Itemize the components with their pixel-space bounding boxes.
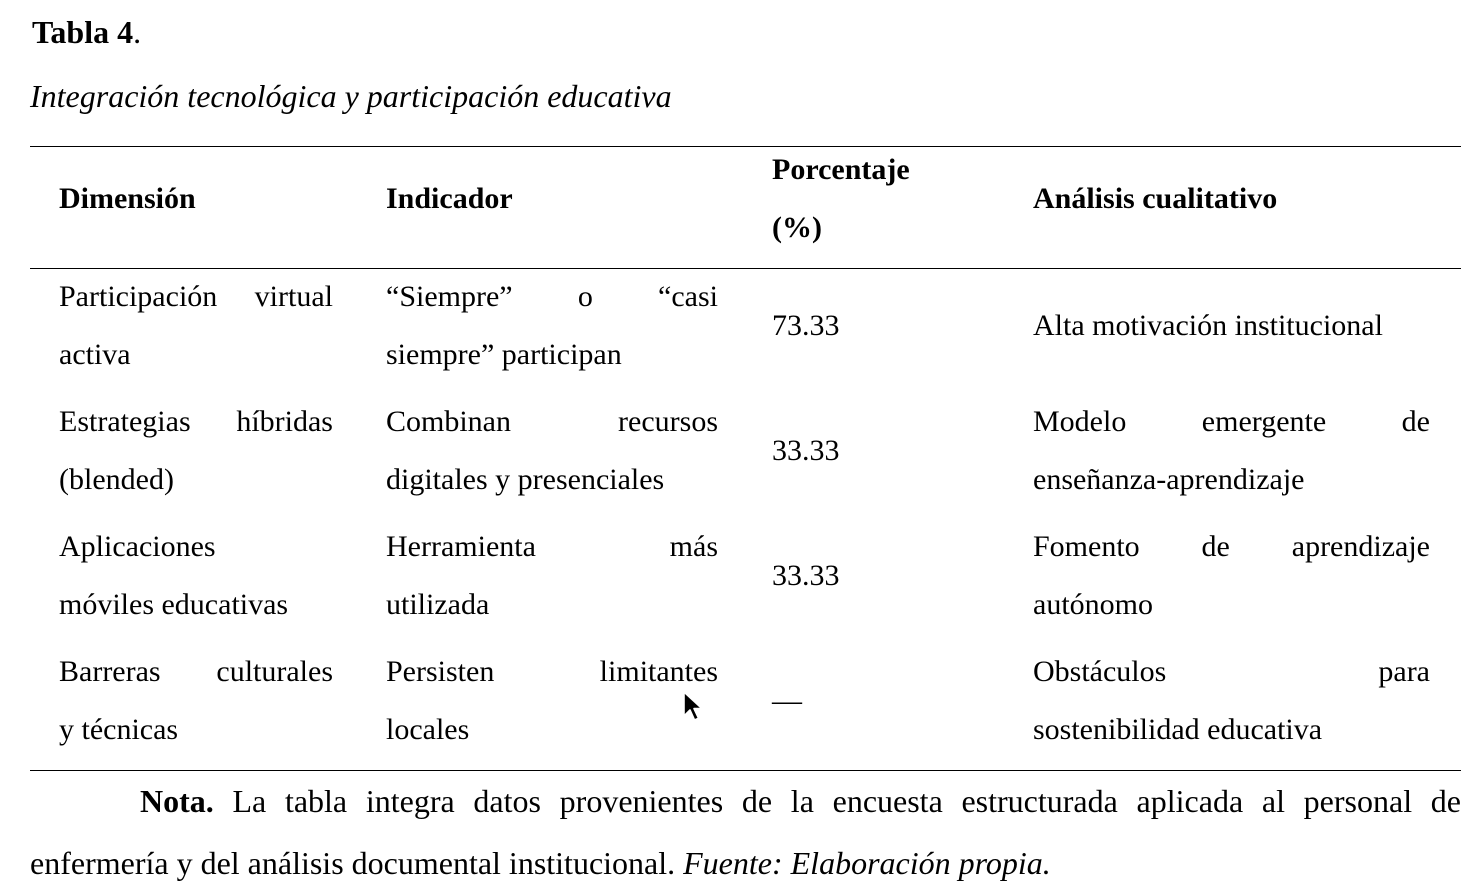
note-source: Fuente: Elaboración propia. [683, 845, 1051, 881]
table-title: Integración tecnológica y participación educativa [30, 78, 672, 114]
cell-line: Aplicaciones [59, 530, 216, 563]
table-top-rule [30, 146, 1461, 147]
cell-line: móviles educativas [59, 588, 289, 621]
cell-line: Modelo emergente de [1033, 405, 1430, 438]
cell-analysis [1033, 297, 1430, 355]
cell-line: locales [386, 713, 470, 746]
cell-line: activa [59, 338, 131, 371]
cell-line: Estrategias híbridas [59, 405, 333, 438]
table-note [30, 770, 1461, 894]
cell-line: Herramienta más [386, 530, 718, 563]
cell-percentage: 33.33 [772, 434, 840, 467]
cell-indicator [386, 268, 718, 384]
cell-indicator [386, 393, 718, 509]
cell-percentage: 73.33 [772, 309, 840, 342]
cell-line: Obstáculos para [1033, 655, 1430, 688]
note-text: La tabla integra datos provenientes de la encuesta estructurada aplicada al personal de enfermería y del análisis documental institucional. [30, 783, 1461, 881]
cell-line: Barreras culturales [59, 655, 333, 688]
cell-percentage: — [772, 684, 802, 717]
cell-dimension [59, 643, 333, 759]
cell-line: y técnicas [59, 713, 179, 746]
header-analysis: Análisis cualitativo [1033, 182, 1278, 215]
cell-indicator [386, 643, 718, 759]
cell-line: Fomento de aprendizaje [1033, 530, 1430, 563]
cell-dimension [59, 393, 333, 509]
cell-analysis [1033, 643, 1430, 759]
cell-line: sostenibilidad educativa [1033, 713, 1323, 746]
header-percentage-line1: Porcentaje [772, 153, 910, 186]
mouse-pointer-icon [682, 690, 704, 724]
cell-line: enseñanza-aprendizaje [1033, 463, 1305, 496]
header-percentage [772, 141, 972, 257]
cell-dimension [59, 518, 333, 634]
header-indicator: Indicador [386, 182, 513, 215]
cell-line: utilizada [386, 588, 490, 621]
cell-line: “Siempre” o “casi [386, 280, 718, 313]
cell-analysis [1033, 518, 1430, 634]
table-label-text: Tabla 4 [32, 14, 134, 50]
note-label: Nota. [140, 783, 214, 819]
cell-line: autónomo [1033, 588, 1153, 621]
cell-percentage: 33.33 [772, 559, 840, 592]
cell-analysis [1033, 393, 1430, 509]
cell-line: Combinan recursos [386, 405, 718, 438]
cell-line: siempre” participan [386, 338, 622, 371]
header-dimension: Dimensión [59, 182, 196, 215]
cell-indicator [386, 518, 718, 634]
cell-line: (blended) [59, 463, 174, 496]
header-percentage-line2: (%) [772, 211, 822, 244]
table-label-period: . [133, 14, 142, 50]
cell-line: Alta motivación institucional [1033, 309, 1383, 342]
cell-line: Participación virtual [59, 280, 333, 313]
table-label [32, 14, 141, 51]
cell-line: digitales y presenciales [386, 463, 665, 496]
cell-dimension [59, 268, 333, 384]
cell-line: Persisten limitantes [386, 655, 718, 688]
